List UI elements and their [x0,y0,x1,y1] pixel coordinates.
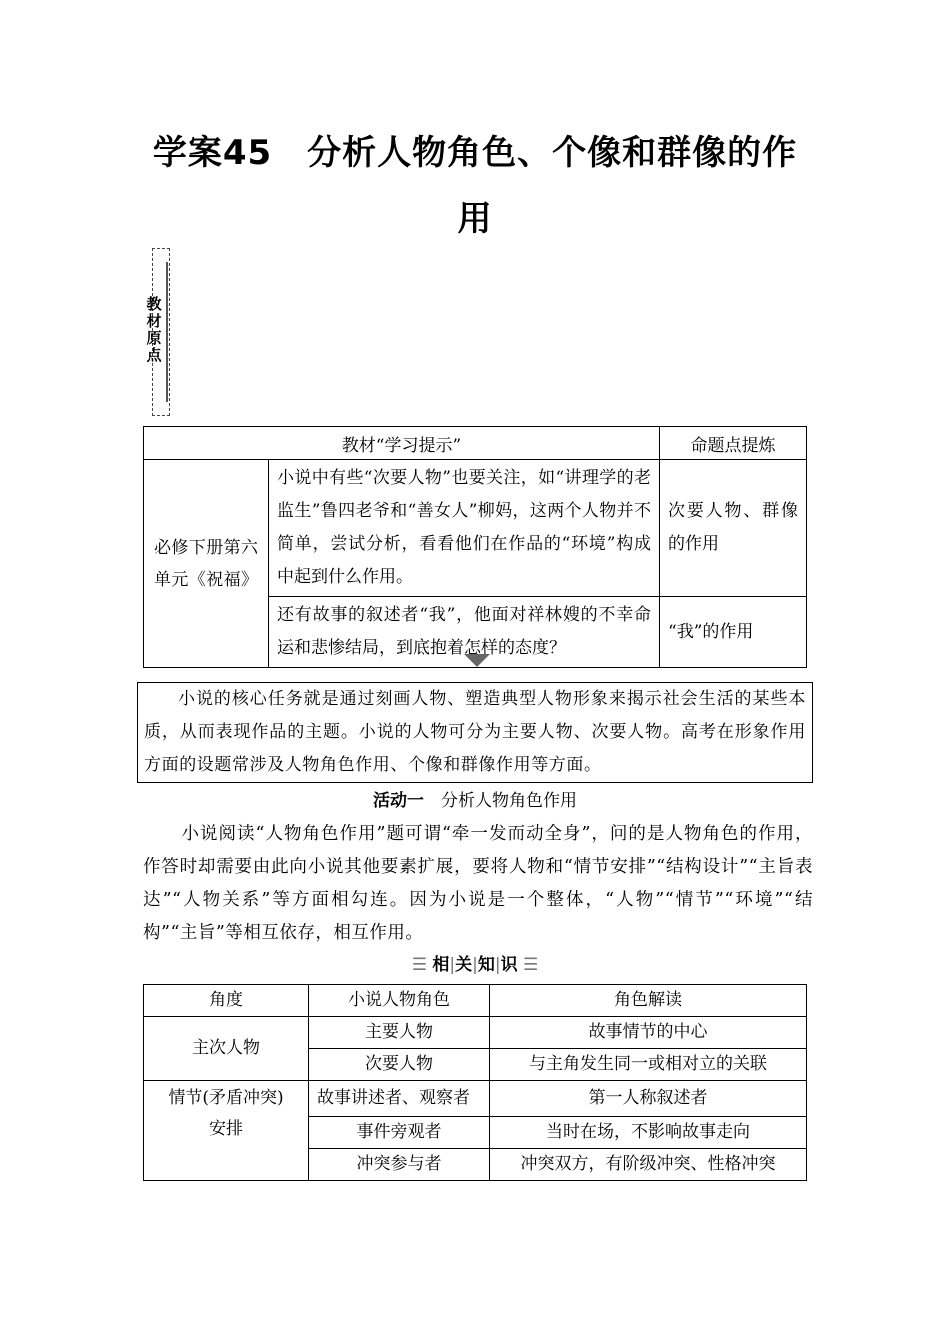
table-row [144,460,807,597]
down-arrow-icon [464,654,490,667]
knowledge-char: 知 [477,955,495,975]
knowledge-header-angle: 角度 [144,985,309,1017]
page-title-line1: 学案45 分析人物角色、个像和群像的作 [152,133,798,173]
angle-cell: 主次人物 [144,1017,309,1081]
side-label-bar [166,262,168,402]
knowledge-header-reading: 角色解读 [490,985,807,1017]
side-label: 教材原点 [146,295,162,364]
activity-label: 活动一 [373,791,424,811]
knowledge-header: ☰ 相|关|知|识 ☰ [411,955,539,975]
activity-heading [0,786,950,811]
knowledge-header-role: 小说人物角色 [309,985,490,1017]
intro-box: 小说的核心任务就是通过刻画人物、塑造典型人物形象来揭示社会生活的某些本质，从而表现作品的主题。小说的人物可分为主要人物、次要人物。高考在形象作用方面的设题常涉及人物角色作用、个像和群像作用等方面。 [137,682,813,783]
knowledge-char: 相 [432,955,450,975]
knowledge-char: 识 [500,955,518,975]
decorative-lines-icon: ☰ [517,955,539,975]
role-cell: 次要人物 [309,1049,490,1081]
page-title [140,120,810,252]
reading-cell: 与主角发生同一或相对立的关联 [490,1049,807,1081]
role-cell: 冲突参与者 [309,1149,490,1181]
textbook-table-header-hint: 教材“学习提示” [144,427,660,460]
learning-hint: 小说中有些“次要人物”也要关注，如“讲理学的老监生”鲁四老爷和“善女人”柳妈，这两个人物并不简单，尝试分析，看看他们在作品的“环境”构成中起到什么作用。 [269,460,660,597]
role-cell: 事件旁观者 [309,1117,490,1149]
table-row [144,1081,807,1117]
reading-cell: 第一人称叙述者 [490,1081,807,1117]
textbook-table-header-point: 命题点提炼 [660,427,807,460]
activity-title: 分析人物角色作用 [441,791,577,811]
knowledge-char: 关 [455,955,473,975]
proposition-point: 次要人物、群像的作用 [660,460,807,597]
role-cell: 主要人物 [309,1017,490,1049]
knowledge-table [143,984,807,1181]
role-cell: 故事讲述者、观察者 [309,1081,490,1117]
reading-cell: 当时在场，不影响故事走向 [490,1117,807,1149]
decorative-lines-icon: ☰ [411,955,433,975]
textbook-volume: 必修下册第六单元《祝福》 [144,460,269,668]
angle-cell: 情节(矛盾冲突)安排 [144,1081,309,1181]
learning-hint: 还有故事的叙述者“我”，他面对祥林嫂的不幸命运和悲惨结局，到底抱着怎样的态度？ [269,597,660,668]
reading-cell: 冲突双方，有阶级冲突、性格冲突 [490,1149,807,1181]
table-row [144,1017,807,1049]
activity-paragraph: 小说阅读“人物角色作用”题可谓“牵一发而动全身”，问的是人物角色的作用，作答时却需要由此向小说其他要素扩展，要将人物和“情节安排”“结构设计”“主旨表达”“人物关系”等方面相勾连。因为小说是一个整体，“人物”“情节”“环境”“结构”“主旨”等相互依存，相互作用。 [143,824,813,943]
proposition-point: “我”的作用 [660,597,807,668]
page-title-line2: 用 [457,199,493,239]
textbook-table [143,426,807,668]
reading-cell: 故事情节的中心 [490,1017,807,1049]
